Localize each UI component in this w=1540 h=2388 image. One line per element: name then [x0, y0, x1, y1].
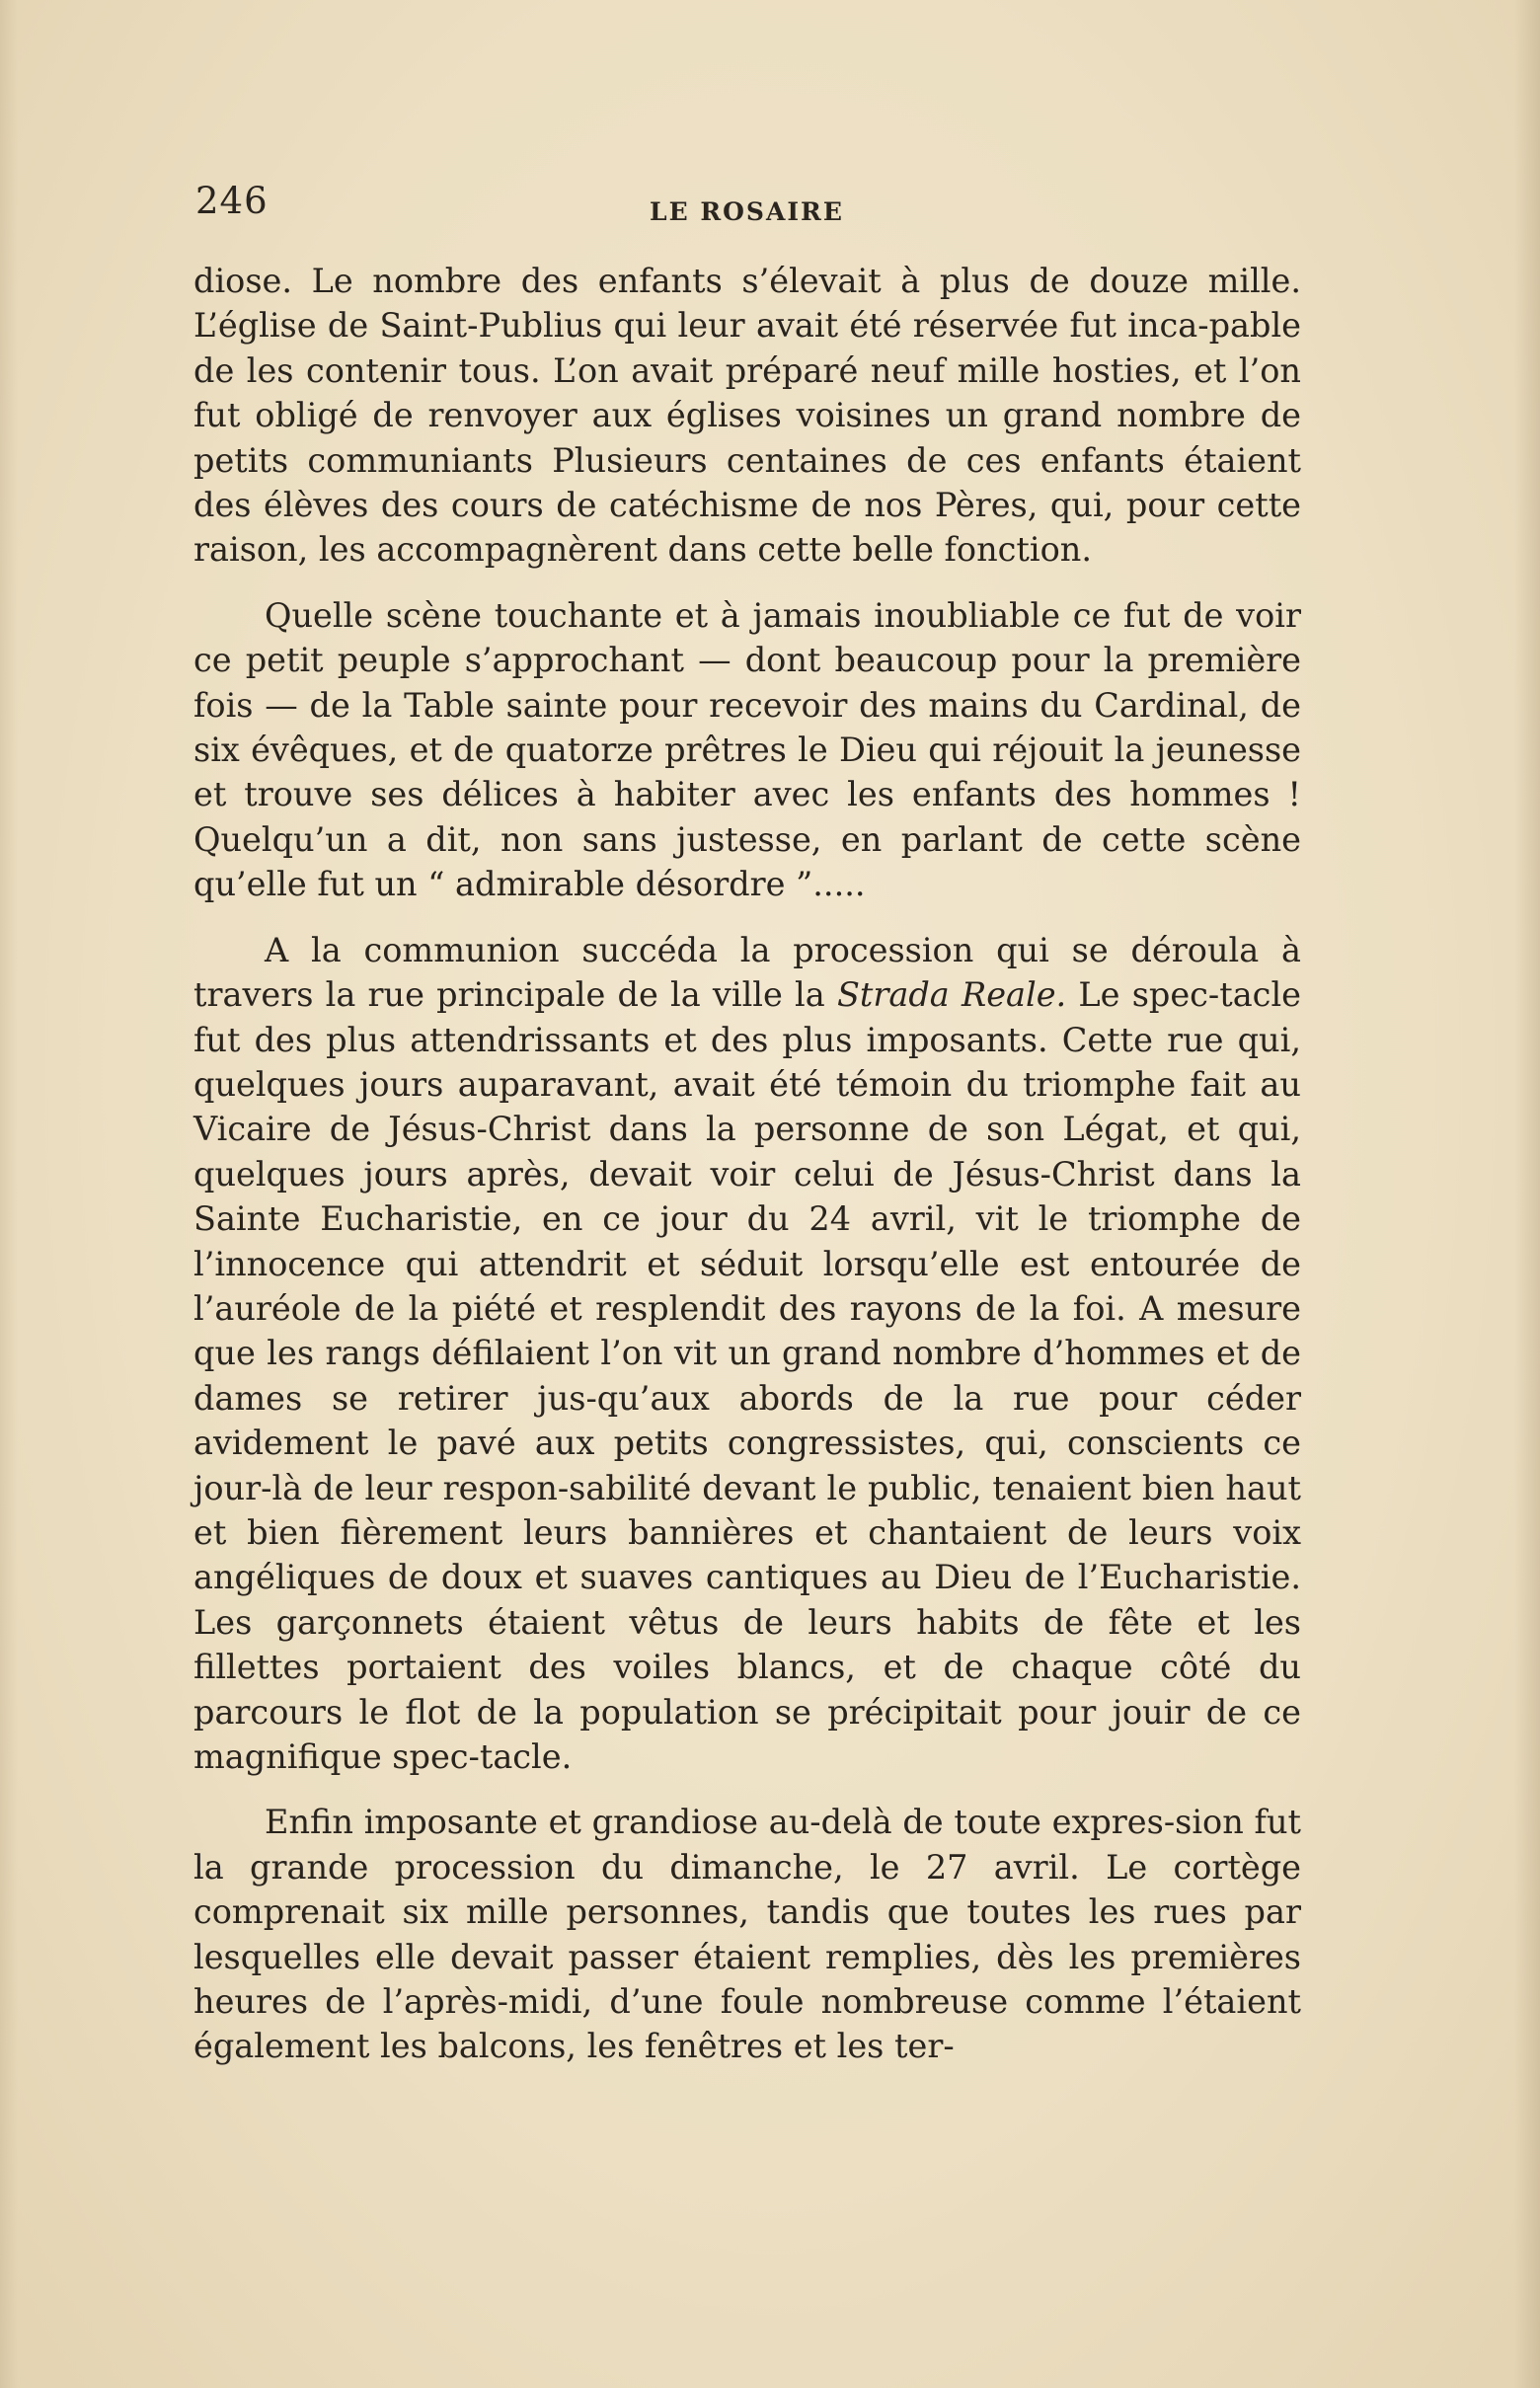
paragraph-4: Enfin imposante et grandiose au-delà de toute expres-sion fut la grande procession du dimanche, le 27 avril. Le cortège comprenait six mille personnes, tandis que toutes les rues par lesquelles elle devait passer étaient remplies, dès les premières heures de l’après-midi, d’une foule nombreuse comme l’étaient également les balcons, les fenêtres et les ter- — [193, 1803, 1301, 2066]
paragraph-3 — [193, 928, 1301, 1780]
body-text — [193, 259, 1301, 2090]
paragraph-1: diose. Le nombre des enfants s’élevait à plus de douze mille. L’église de Saint-Publius qui leur avait été réservée fut inca-pable de les contenir tous. L’on avait préparé neuf mille hosties, et l’on fut obligé de renvoyer aux églises voisines un grand nombre de petits communiants Plusieurs centaines de ces enfants étaient des élèves des cours de catéchisme de nos Pères, qui, pour cette raison, les accompagnèrent dans cette belle fonction. — [193, 262, 1301, 570]
page-number: 246 — [195, 180, 269, 222]
paragraph-3-text-after: Le spec-tacle fut des plus attendrissants et des plus imposants. Cette rue qui, quelques jours auparavant, avait été témoin du triomphe fait au Vicaire de Jésus-Christ dans la personne de son Légat, et qui, quelques jours après, devait voir celui de Jésus-Christ dans la Sainte Eucharistie, en ce jour du 24 avril, vit le triomphe de l’innocence qui attendrit et séduit lorsqu’elle est entourée de l’auréole de la piété et resplendit des rayons de la foi. A mesure que les rangs défilaient l’on vit un grand nombre d’hommes et de dames se retirer jus-qu’aux abords de la rue pour céder avidement le pavé aux petits congressistes, qui, conscients ce jour-là de leur respon-sabilité devant le public, tenaient bien haut et bien fièrement leurs bannières et chantaient de leurs voix angéliques de doux et suaves cantiques au Dieu de l’Eucharistie. Les garçonnets étaient vêtus de leurs habits de fête et les fillettes portaient des voiles blancs, et de chaque côté du parcours le flot de la population se précipitait pour jouir de ce magnifique spec-tacle. — [193, 975, 1301, 1776]
running-head — [195, 180, 1301, 239]
paragraph-3-text-before: A la communion succéda la procession qui se déroula à travers la rue principale de la ville la — [193, 930, 1301, 1015]
running-title: LE ROSAIRE — [650, 197, 844, 226]
paragraph-2: Quelle scène touchante et à jamais inoubliable ce fut de voir ce petit peuple s’approchant — dont beaucoup pour la première fois — de la Table sainte pour recevoir des mains du Cardinal, de six évêques, et de quatorze prêtres le Dieu qui réjouit la jeunesse et trouve ses délices à habiter avec les enfants des hommes ! Quelqu’un a dit, non sans justesse, en parlant de cette scène qu’elle fut un “ admirable désordre ”..... — [193, 595, 1301, 904]
street-name-italic: Strada Reale. — [836, 975, 1067, 1015]
